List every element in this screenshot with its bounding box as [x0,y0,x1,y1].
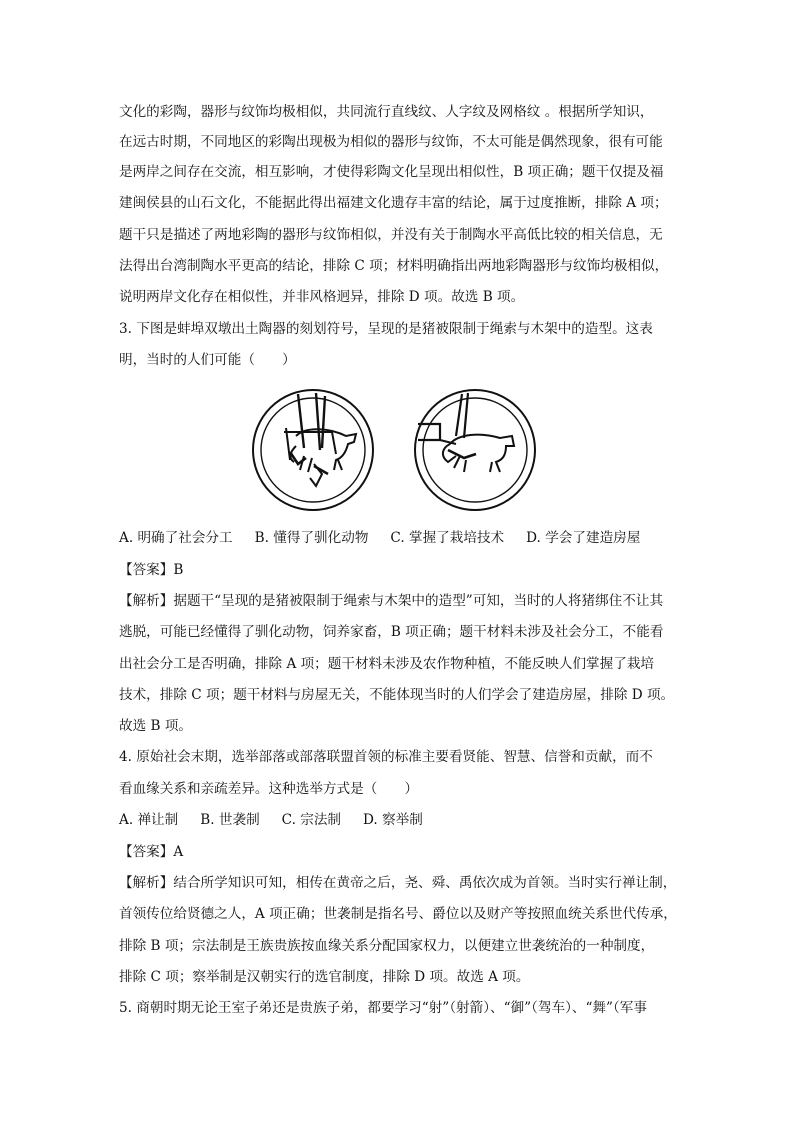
q3-explanation-line: 逃脱，可能已经懂得了驯化动物，饲养家畜，B 项正确；题干材料未涉及社会分工，不能看 [119,624,664,640]
q4-stem-line: 4. 原始社会末期，选举部落或部落联盟首领的标准主要看贤能、智慧、信誉和贡献，而不 [119,749,653,765]
q4-option-b: B. 世袭制 [200,812,260,828]
pottery-symbol-right [415,390,535,510]
q3-explanation-line: 故选 B 项。 [119,718,193,734]
q4-explanation-line: 排除 C 项；察举制是汉朝实行的选官制度，排除 D 项。故选 A 项。 [119,969,530,985]
q2-explanation-line: 在远古时期，不同地区的彩陶出现极为相似的器形与纹饰，不太可能是偶然现象，很有可能 [119,134,663,150]
q2-explanation-line: 文化的彩陶，器形与纹饰均极相似，共同流行直线纹、人字纹及网格纹 。根据所学知识， [119,104,654,120]
q3-option-a: A. 明确了社会分工 [119,530,233,546]
q3-option-b: B. 懂得了驯化动物 [254,530,369,546]
q4-option-c: C. 宗法制 [281,812,342,828]
q2-explanation-line: 题干只是描述了两地彩陶的器形与纹饰相似，并没有关于制陶水平高低比较的相关信息，无 [119,227,663,243]
q4-explanation-line: 【解析】结合所学知识可知，相传在黄帝之后，尧、舜、禹依次成为首领。当时实行禅让制， [119,875,677,891]
q4-answer: 【答案】A [119,844,184,860]
q3-answer: 【答案】B [119,562,184,578]
q3-option-d: D. 学会了建造房屋 [526,530,641,546]
q4-option-d: D. 察举制 [363,812,423,828]
q3-explanation-line: 【解析】据题干“呈现的是猪被限制于绳索与木架中的造型”可知，当时的人将猪绑住不让其 [119,593,664,609]
q4-stem-line: 看血缘关系和亲疏差异。这种选举方式是（ ） [119,781,419,797]
q2-explanation-line: 法得出台湾制陶水平更高的结论，排除 C 项；材料明确指出两地彩陶器形与纹饰均极相似， [119,258,669,274]
q3-option-c: C. 掌握了栽培技术 [390,530,505,546]
q4-options [119,811,423,829]
q3-explanation-line: 出社会分工是否明确，排除 A 项；题干材料未涉及农作物种植，不能反映人们掌握了栽培 [119,656,655,672]
q3-explanation-line: 技术，排除 C 项；题干材料与房屋无关，不能体现当时的人们学会了建造房屋，排除 D 项。 [119,687,675,703]
pottery-symbol-left [253,390,373,510]
q4-explanation-line: 首领传位给贤德之人，A 项正确；世袭制是指名号、爵位以及财产等按照血统关系世代传承， [119,906,677,922]
q2-explanation-line: 建闽侯县的山石文化，不能据此得出福建文化遗存丰富的结论，属于过度推断，排除 A 项； [119,195,668,211]
pottery-symbol-figure [250,388,550,516]
q2-explanation-line: 说明两岸文化存在相似性，并非风格迥异，排除 D 项。故选 B 项。 [119,289,525,305]
q4-option-a: A. 禅让制 [119,812,179,828]
q2-explanation-line: 是两岸之间存在交流，相互影响，才使得彩陶文化呈现出相似性，B 项正确；题干仅提及福 [119,164,664,180]
q3-stem-line: 3. 下图是蚌埠双墩出土陶器的刻划符号，呈现的是猪被限制于绳索与木架中的造型。这表 [119,321,653,337]
q3-options [119,529,640,547]
q5-stem-line: 5. 商朝时期无论王室子弟还是贵族子弟，都要学习“射”（射箭）、“御”（驾车）、“舞”（军事 [119,1000,647,1016]
q3-stem-line: 明，当时的人们可能（ ） [119,352,296,368]
q4-explanation-line: 排除 B 项；宗法制是王族贵族按血缘关系分配国家权力，以便建立世袭统治的一种制度， [119,938,655,954]
